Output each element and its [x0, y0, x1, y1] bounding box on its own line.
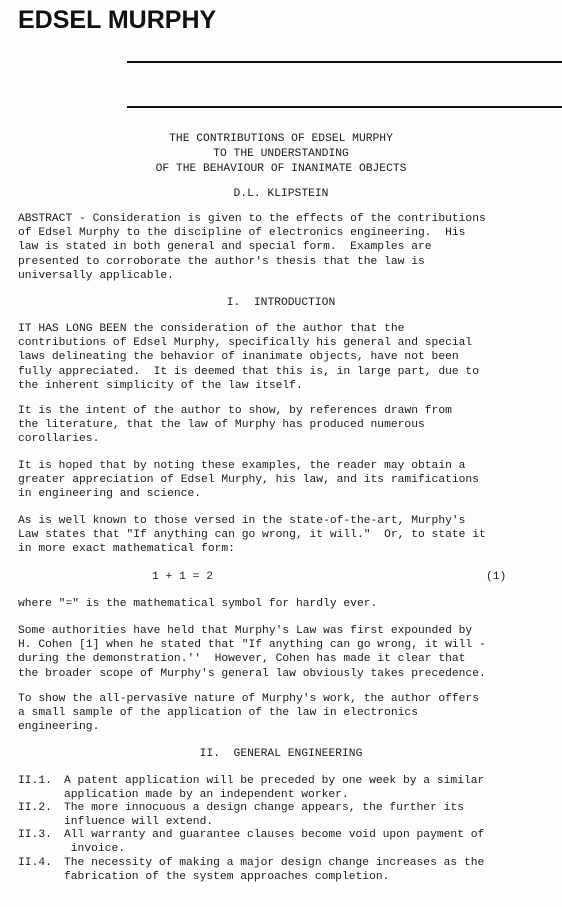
- intro-paragraph-3: It is hoped that by noting these examples, the reader may obtain a greater appreciation of Edsel Murphy, his law, and its ramifications in engineering and science.: [18, 460, 479, 501]
- top-divider: [127, 61, 562, 63]
- equation-number: (1): [486, 571, 507, 583]
- list-item-text: The necessity of making a major design change increases as the fabrication of the system approaches completion.: [64, 857, 485, 884]
- list-item-text: All warranty and guarantee clauses become void upon payment of invoice.: [64, 829, 485, 856]
- list-item-number: II.2.: [18, 802, 52, 814]
- list-item-number: II.1.: [18, 775, 52, 787]
- intro-paragraph-7: To show the all-pervasive nature of Murphy's work, the author offers a small sample of the application of the law in electronics engineering.: [18, 693, 479, 734]
- article-author: D.L. KLIPSTEIN: [233, 188, 329, 200]
- intro-paragraph-4: As is well known to those versed in the state-of-the-art, Murphy's Law states that "If anything can go wrong, it will." Or, to state it in more exact mathematical form:: [18, 515, 486, 556]
- second-divider: [127, 106, 562, 108]
- list-item-text: The more innocuous a design change appears, the further its influence will extend.: [64, 802, 464, 829]
- intro-paragraph-1: IT HAS LONG BEEN the consideration of the author that the contributions of Edsel Murphy, specifically his general and special laws delineating the behavior of inanimate objects, have not been fully appreciated. It is deemed that this is, in large part, due to the inherent simplicity of the law itself.: [18, 323, 479, 392]
- intro-paragraph-6: Some authorities have held that Murphy's Law was first expounded by H. Cohen [1] when he stated that "If anything can go wrong, it will - during the demonstration.'' However, Cohen has made it clear that the broader scope of Murphy's general law obviously takes precedence.: [18, 625, 486, 680]
- abstract: ABSTRACT - Consideration is given to the effects of the contributions of Edsel Murphy to the discipline of electronics engineering. His law is stated in both general and special form. Examples are presented to corroborate the author's thesis that the law is universally applicable.: [18, 213, 486, 282]
- article-title: THE CONTRIBUTIONS OF EDSEL MURPHY TO THE UNDERSTANDING OF THE BEHAVIOUR OF INANIMATE OBJECTS: [155, 133, 407, 175]
- section-heading-general-engineering: II. GENERAL ENGINEERING: [199, 748, 363, 760]
- list-item-number: II.3.: [18, 829, 52, 841]
- list-item-number: II.4.: [18, 857, 52, 869]
- section-heading-introduction: I. INTRODUCTION: [226, 297, 336, 309]
- intro-paragraph-2: It is the intent of the author to show, by references drawn from the literature, that the law of Murphy has produced numerous corollaries.: [18, 405, 452, 446]
- list-item-text: A patent application will be preceded by one week by a similar application made by an independent worker.: [64, 775, 485, 802]
- intro-paragraph-5: where "=" is the mathematical symbol for hardly ever.: [18, 598, 378, 610]
- equation: 1 + 1 = 2: [152, 571, 214, 583]
- page-heading: EDSEL MURPHY: [18, 6, 217, 34]
